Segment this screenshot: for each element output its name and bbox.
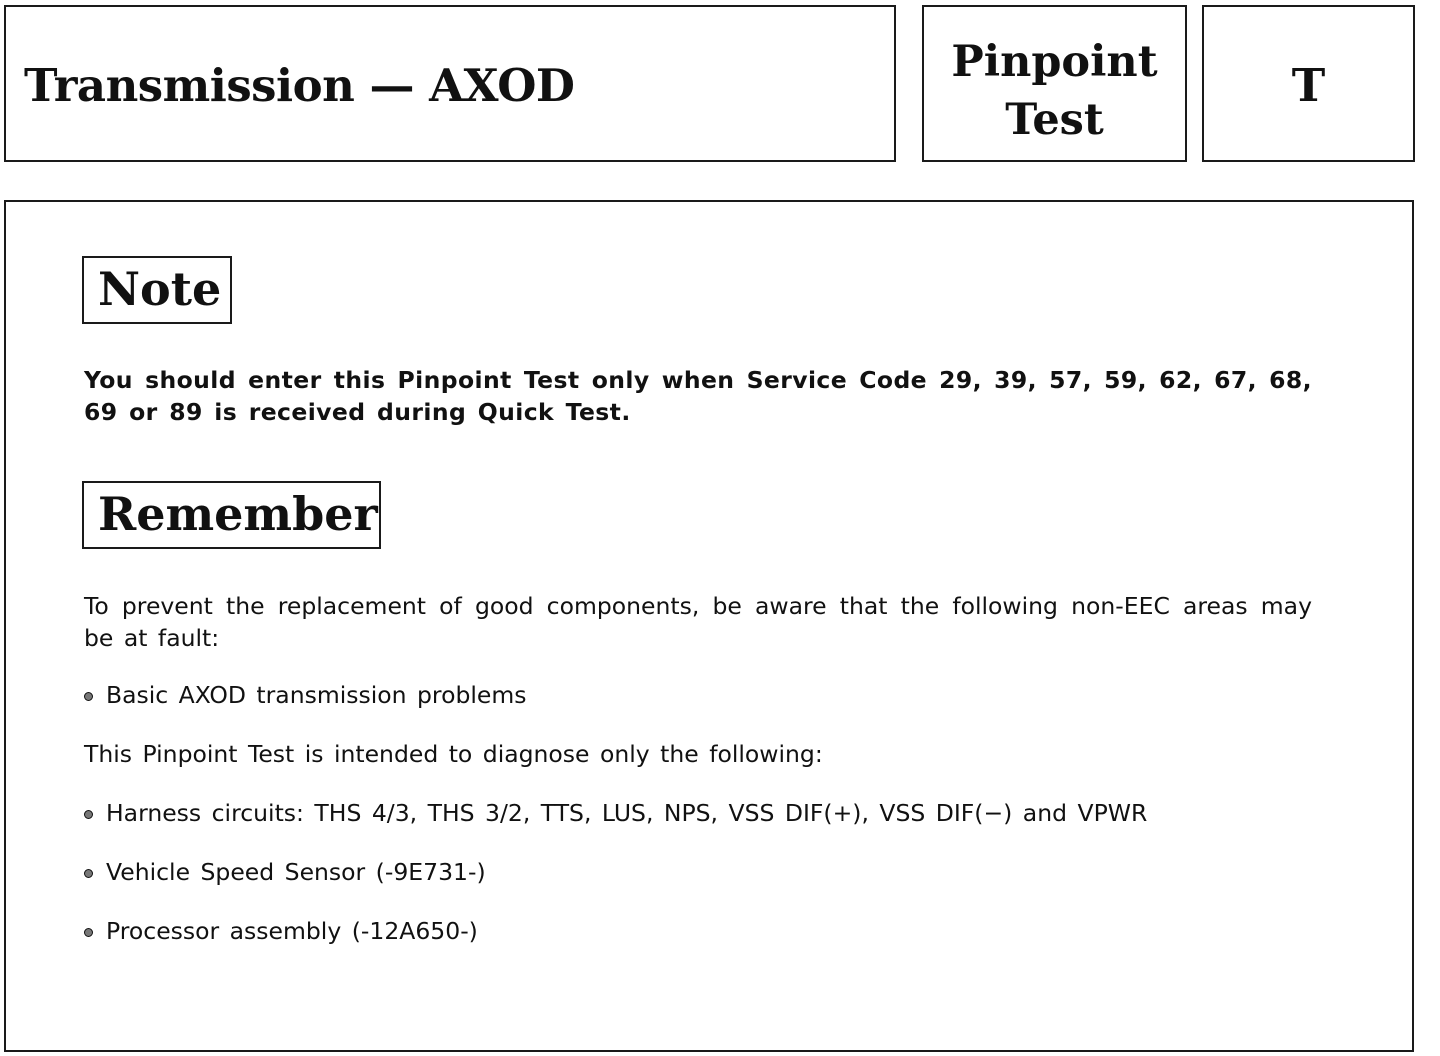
diagnose-item-text: Processor assembly (-12A650-) (106, 917, 478, 945)
remember-label: Remember (82, 481, 381, 549)
note-text: You should enter this Pinpoint Test only when Service Code 29, 39, 57, 59, 62, 67, 68, 69 or 89 is received during Quick Test. (84, 366, 1312, 426)
main-panel (4, 200, 1414, 1052)
diagnose-item-text: Harness circuits: THS 4/3, THS 3/2, TTS, LUS, NPS, VSS DIF(+), VSS DIF(−) and VPWR (106, 799, 1148, 827)
pinpoint-test-label (924, 33, 1185, 149)
bullet-icon (84, 810, 93, 819)
bullet-icon (84, 692, 93, 701)
diagnose-intro-text: This Pinpoint Test is intended to diagnose only the following: (84, 740, 823, 768)
section-letter: T (1291, 59, 1326, 112)
diagnose-list-item (84, 915, 478, 947)
pinpoint-label-line2: Test (1005, 95, 1104, 145)
bullet-icon (84, 869, 93, 878)
diagnose-list-item (84, 856, 486, 888)
diagnose-item-text: Vehicle Speed Sensor (-9E731-) (106, 858, 486, 886)
fault-item-text: Basic AXOD transmission problems (106, 681, 527, 709)
fault-list-item (84, 679, 527, 711)
page-title: Transmission — AXOD (24, 59, 575, 112)
title-box (4, 5, 896, 162)
pinpoint-test-box (922, 5, 1187, 162)
diagnose-list-item (84, 797, 1147, 829)
section-letter-box (1202, 5, 1415, 162)
bullet-icon (84, 928, 93, 937)
pinpoint-label-line1: Pinpoint (951, 37, 1158, 87)
remember-intro-text: To prevent the replacement of good components, be aware that the following non-EEC areas may be at fault: (84, 592, 1312, 652)
note-label: Note (82, 256, 232, 324)
